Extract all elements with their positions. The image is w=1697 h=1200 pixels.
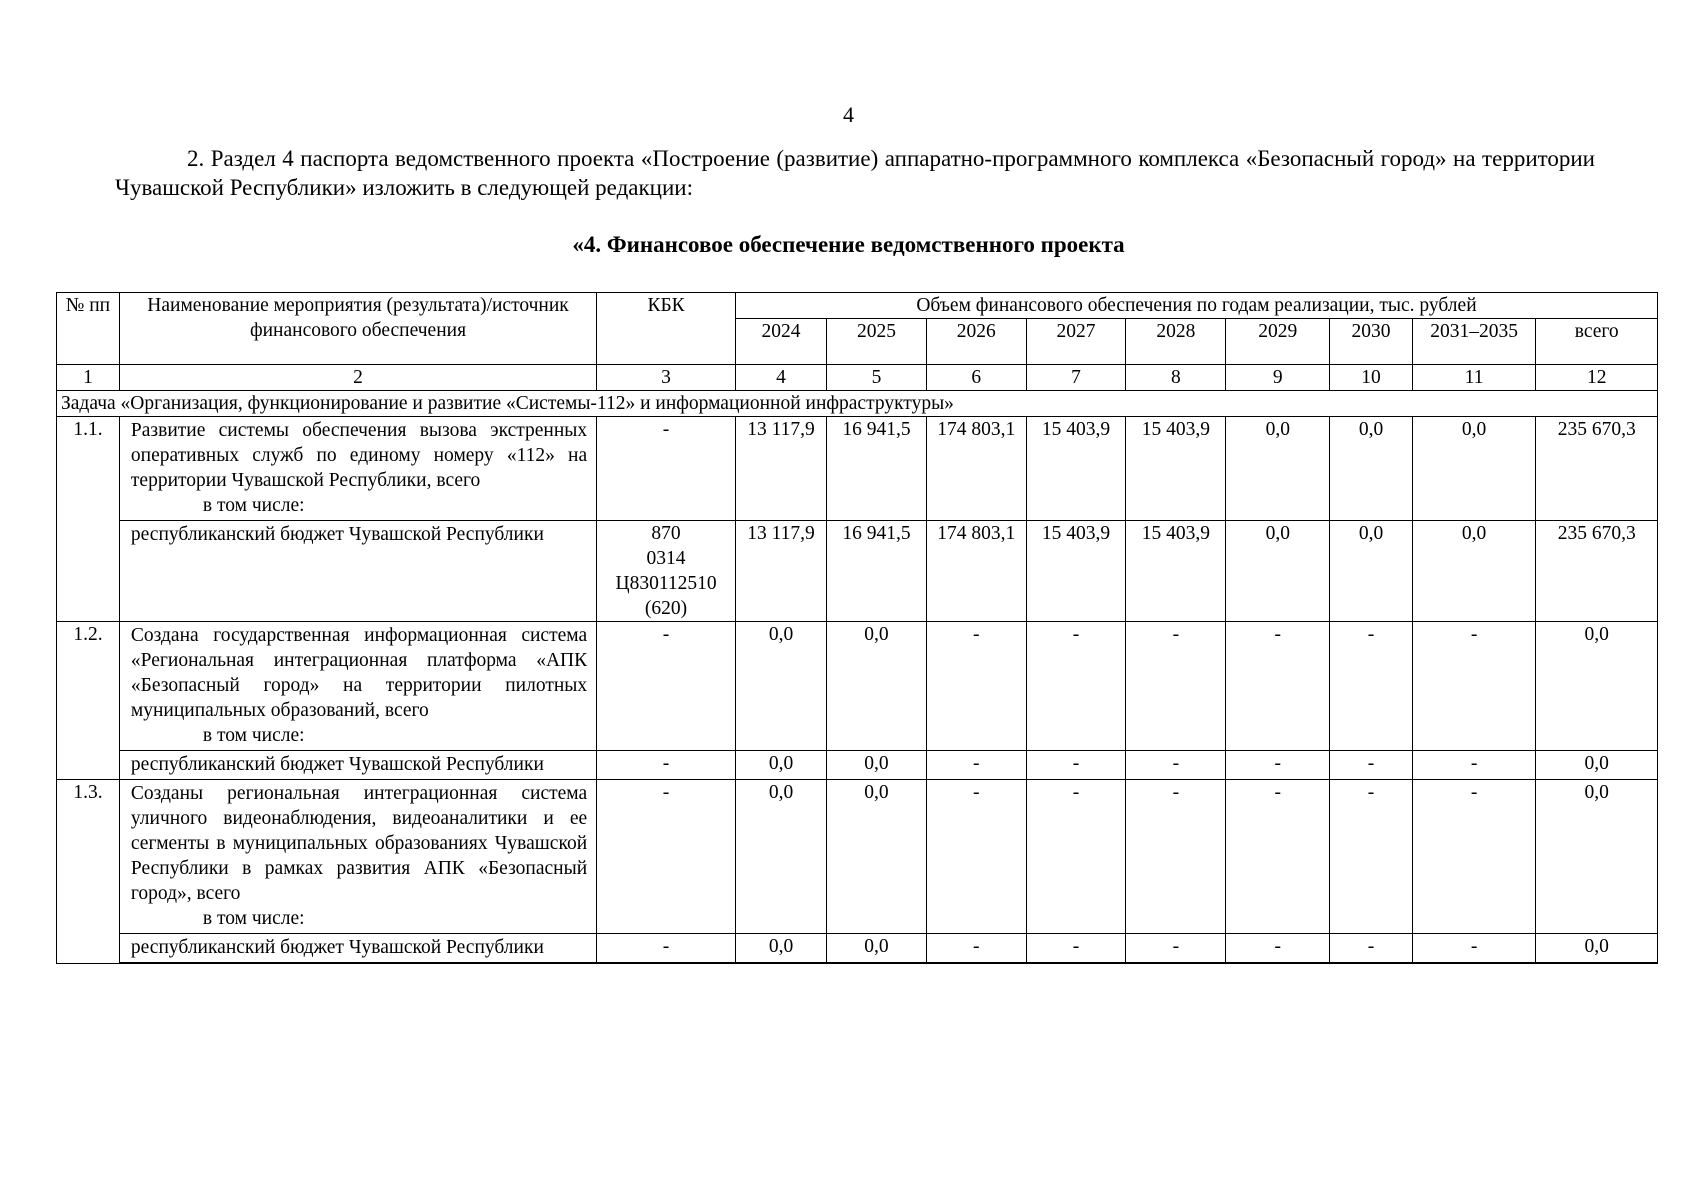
value-cell: 0,0: [1226, 521, 1330, 622]
header-name: Наименование мероприятия (результата)/источник финансового обеспечения: [119, 293, 596, 365]
kbk-cell: [597, 934, 736, 964]
table-subrow: [57, 934, 1658, 964]
value-cell: -: [1026, 780, 1126, 934]
header-kbk: КБК: [597, 293, 736, 365]
row-number: 1.2.: [57, 622, 120, 780]
header-year: 2031–2035: [1412, 319, 1536, 365]
column-number: 6: [926, 365, 1026, 391]
value-cell: -: [1330, 622, 1412, 751]
value-cell: 235 670,3: [1536, 521, 1658, 622]
including-label: в том числе:: [202, 495, 305, 516]
value-cell: -: [1226, 622, 1330, 751]
value-cell: 0,0: [735, 780, 826, 934]
header-year: 2026: [926, 319, 1026, 365]
value-cell: -: [1026, 622, 1126, 751]
kbk-line: (620): [644, 598, 688, 619]
kbk-cell: -: [597, 780, 736, 934]
column-number: 11: [1412, 365, 1536, 391]
value-cell: 13 117,9: [735, 521, 826, 622]
table-column-numbers-row: [57, 365, 1658, 391]
kbk-cell: -: [597, 622, 736, 751]
subrow-name: республиканский бюджет Чувашской Республики: [119, 751, 596, 780]
header-year: 2028: [1126, 319, 1226, 365]
value-cell: 0,0: [827, 751, 927, 780]
including-label: в том числе:: [202, 725, 305, 746]
kbk-line: -: [662, 753, 670, 774]
value-cell: -: [1226, 934, 1330, 964]
table-row: [57, 780, 1658, 934]
column-number: 4: [735, 365, 826, 391]
row-name: [119, 622, 596, 751]
table-row: [57, 417, 1658, 521]
value-cell: -: [1412, 934, 1536, 964]
task-label: Задача «Организация, функционирование и развитие «Системы-112» и информационной инфраструктуры»: [57, 391, 1658, 417]
value-cell: 15 403,9: [1126, 417, 1226, 521]
including-label: в том числе:: [202, 908, 305, 929]
value-cell: -: [926, 751, 1026, 780]
value-cell: 15 403,9: [1126, 521, 1226, 622]
value-cell: -: [1026, 751, 1126, 780]
kbk-line: -: [662, 936, 670, 957]
column-number: 1: [57, 365, 120, 391]
value-cell: 0,0: [735, 934, 826, 964]
value-cell: 0,0: [827, 780, 927, 934]
value-cell: -: [926, 780, 1026, 934]
header-year: 2029: [1226, 319, 1330, 365]
row-number: 1.1.: [57, 417, 120, 622]
column-number: 10: [1330, 365, 1412, 391]
header-volume: Объем финансового обеспечения по годам реализации, тыс. рублей: [735, 293, 1657, 319]
value-cell: -: [1330, 751, 1412, 780]
value-cell: 0,0: [1536, 780, 1658, 934]
header-year: 2025: [827, 319, 927, 365]
financing-table: [56, 292, 1658, 964]
table-row: [57, 622, 1658, 751]
value-cell: 0,0: [1536, 622, 1658, 751]
value-cell: -: [1126, 622, 1226, 751]
kbk-cell: [597, 751, 736, 780]
value-cell: 0,0: [1412, 417, 1536, 521]
value-cell: -: [1126, 934, 1226, 964]
header-year: всего: [1536, 319, 1658, 365]
row-name-text: Создана государственная информационная система «Региональная интеграционная платформа «АПК «Безопасный город» на территории пилотных муниципальных образований, всего: [130, 625, 588, 721]
row-number: 1.3.: [57, 780, 120, 964]
value-cell: 15 403,9: [1026, 521, 1126, 622]
table-header-row: [57, 293, 1658, 319]
intro-paragraph: 2. Раздел 4 паспорта ведомственного проекта «Построение (развитие) аппаратно-программного комплекса «Безопасный город» на территории Чувашской Республики» изложить в следующей редакции:: [115, 146, 1595, 200]
value-cell: 0,0: [1330, 417, 1412, 521]
column-number: 7: [1026, 365, 1126, 391]
value-cell: 0,0: [1330, 521, 1412, 622]
value-cell: -: [1026, 934, 1126, 964]
value-cell: -: [926, 934, 1026, 964]
value-cell: -: [1126, 780, 1226, 934]
value-cell: -: [1330, 780, 1412, 934]
kbk-line: 0314: [646, 548, 686, 569]
value-cell: -: [1412, 622, 1536, 751]
value-cell: 174 803,1: [926, 417, 1026, 521]
header-num: № пп: [57, 293, 120, 365]
value-cell: -: [1412, 751, 1536, 780]
value-cell: 13 117,9: [735, 417, 826, 521]
table-subrow: [57, 751, 1658, 780]
kbk-line: Ц830112510: [615, 573, 717, 594]
row-name: [119, 780, 596, 934]
table-subrow: [57, 521, 1658, 622]
value-cell: 0,0: [1536, 934, 1658, 964]
value-cell: 0,0: [735, 751, 826, 780]
value-cell: 0,0: [735, 622, 826, 751]
column-number: 8: [1126, 365, 1226, 391]
header-year: 2027: [1026, 319, 1126, 365]
value-cell: 0,0: [1412, 521, 1536, 622]
kbk-cell: -: [597, 417, 736, 521]
value-cell: 15 403,9: [1026, 417, 1126, 521]
column-number: 3: [597, 365, 736, 391]
value-cell: -: [1330, 934, 1412, 964]
subrow-name: республиканский бюджет Чувашской Республики: [119, 934, 596, 964]
task-row: [57, 391, 1658, 417]
column-number: 2: [119, 365, 596, 391]
row-name-text: Развитие системы обеспечения вызова экстренных оперативных служб по единому номеру «112» на территории Чувашской Республики, всего: [130, 420, 588, 491]
kbk-line: 870: [651, 523, 681, 544]
column-number: 5: [827, 365, 927, 391]
header-year: 2024: [735, 319, 826, 365]
value-cell: 0,0: [1226, 417, 1330, 521]
row-name-text: Созданы региональная интеграционная система уличного видеонаблюдения, видеоаналитики и ее сегменты в муниципальных образованиях Чувашской Республики в рамках развития АПК «Безопасный город», всего: [130, 783, 588, 904]
page-number: 4: [843, 102, 854, 127]
value-cell: 0,0: [1536, 751, 1658, 780]
kbk-cell: [597, 521, 736, 622]
section-title: «4. Финансовое обеспечение ведомственного проекта: [572, 232, 1125, 257]
column-number: 9: [1226, 365, 1330, 391]
value-cell: 235 670,3: [1536, 417, 1658, 521]
header-year: 2030: [1330, 319, 1412, 365]
value-cell: -: [1226, 780, 1330, 934]
value-cell: 16 941,5: [827, 417, 927, 521]
value-cell: 174 803,1: [926, 521, 1026, 622]
value-cell: 0,0: [827, 934, 927, 964]
row-name: [119, 417, 596, 521]
value-cell: 0,0: [827, 622, 927, 751]
value-cell: -: [1226, 751, 1330, 780]
subrow-name: республиканский бюджет Чувашской Республики: [119, 521, 596, 622]
value-cell: 16 941,5: [827, 521, 927, 622]
column-number: 12: [1536, 365, 1658, 391]
value-cell: -: [1412, 780, 1536, 934]
value-cell: -: [926, 622, 1026, 751]
value-cell: -: [1126, 751, 1226, 780]
